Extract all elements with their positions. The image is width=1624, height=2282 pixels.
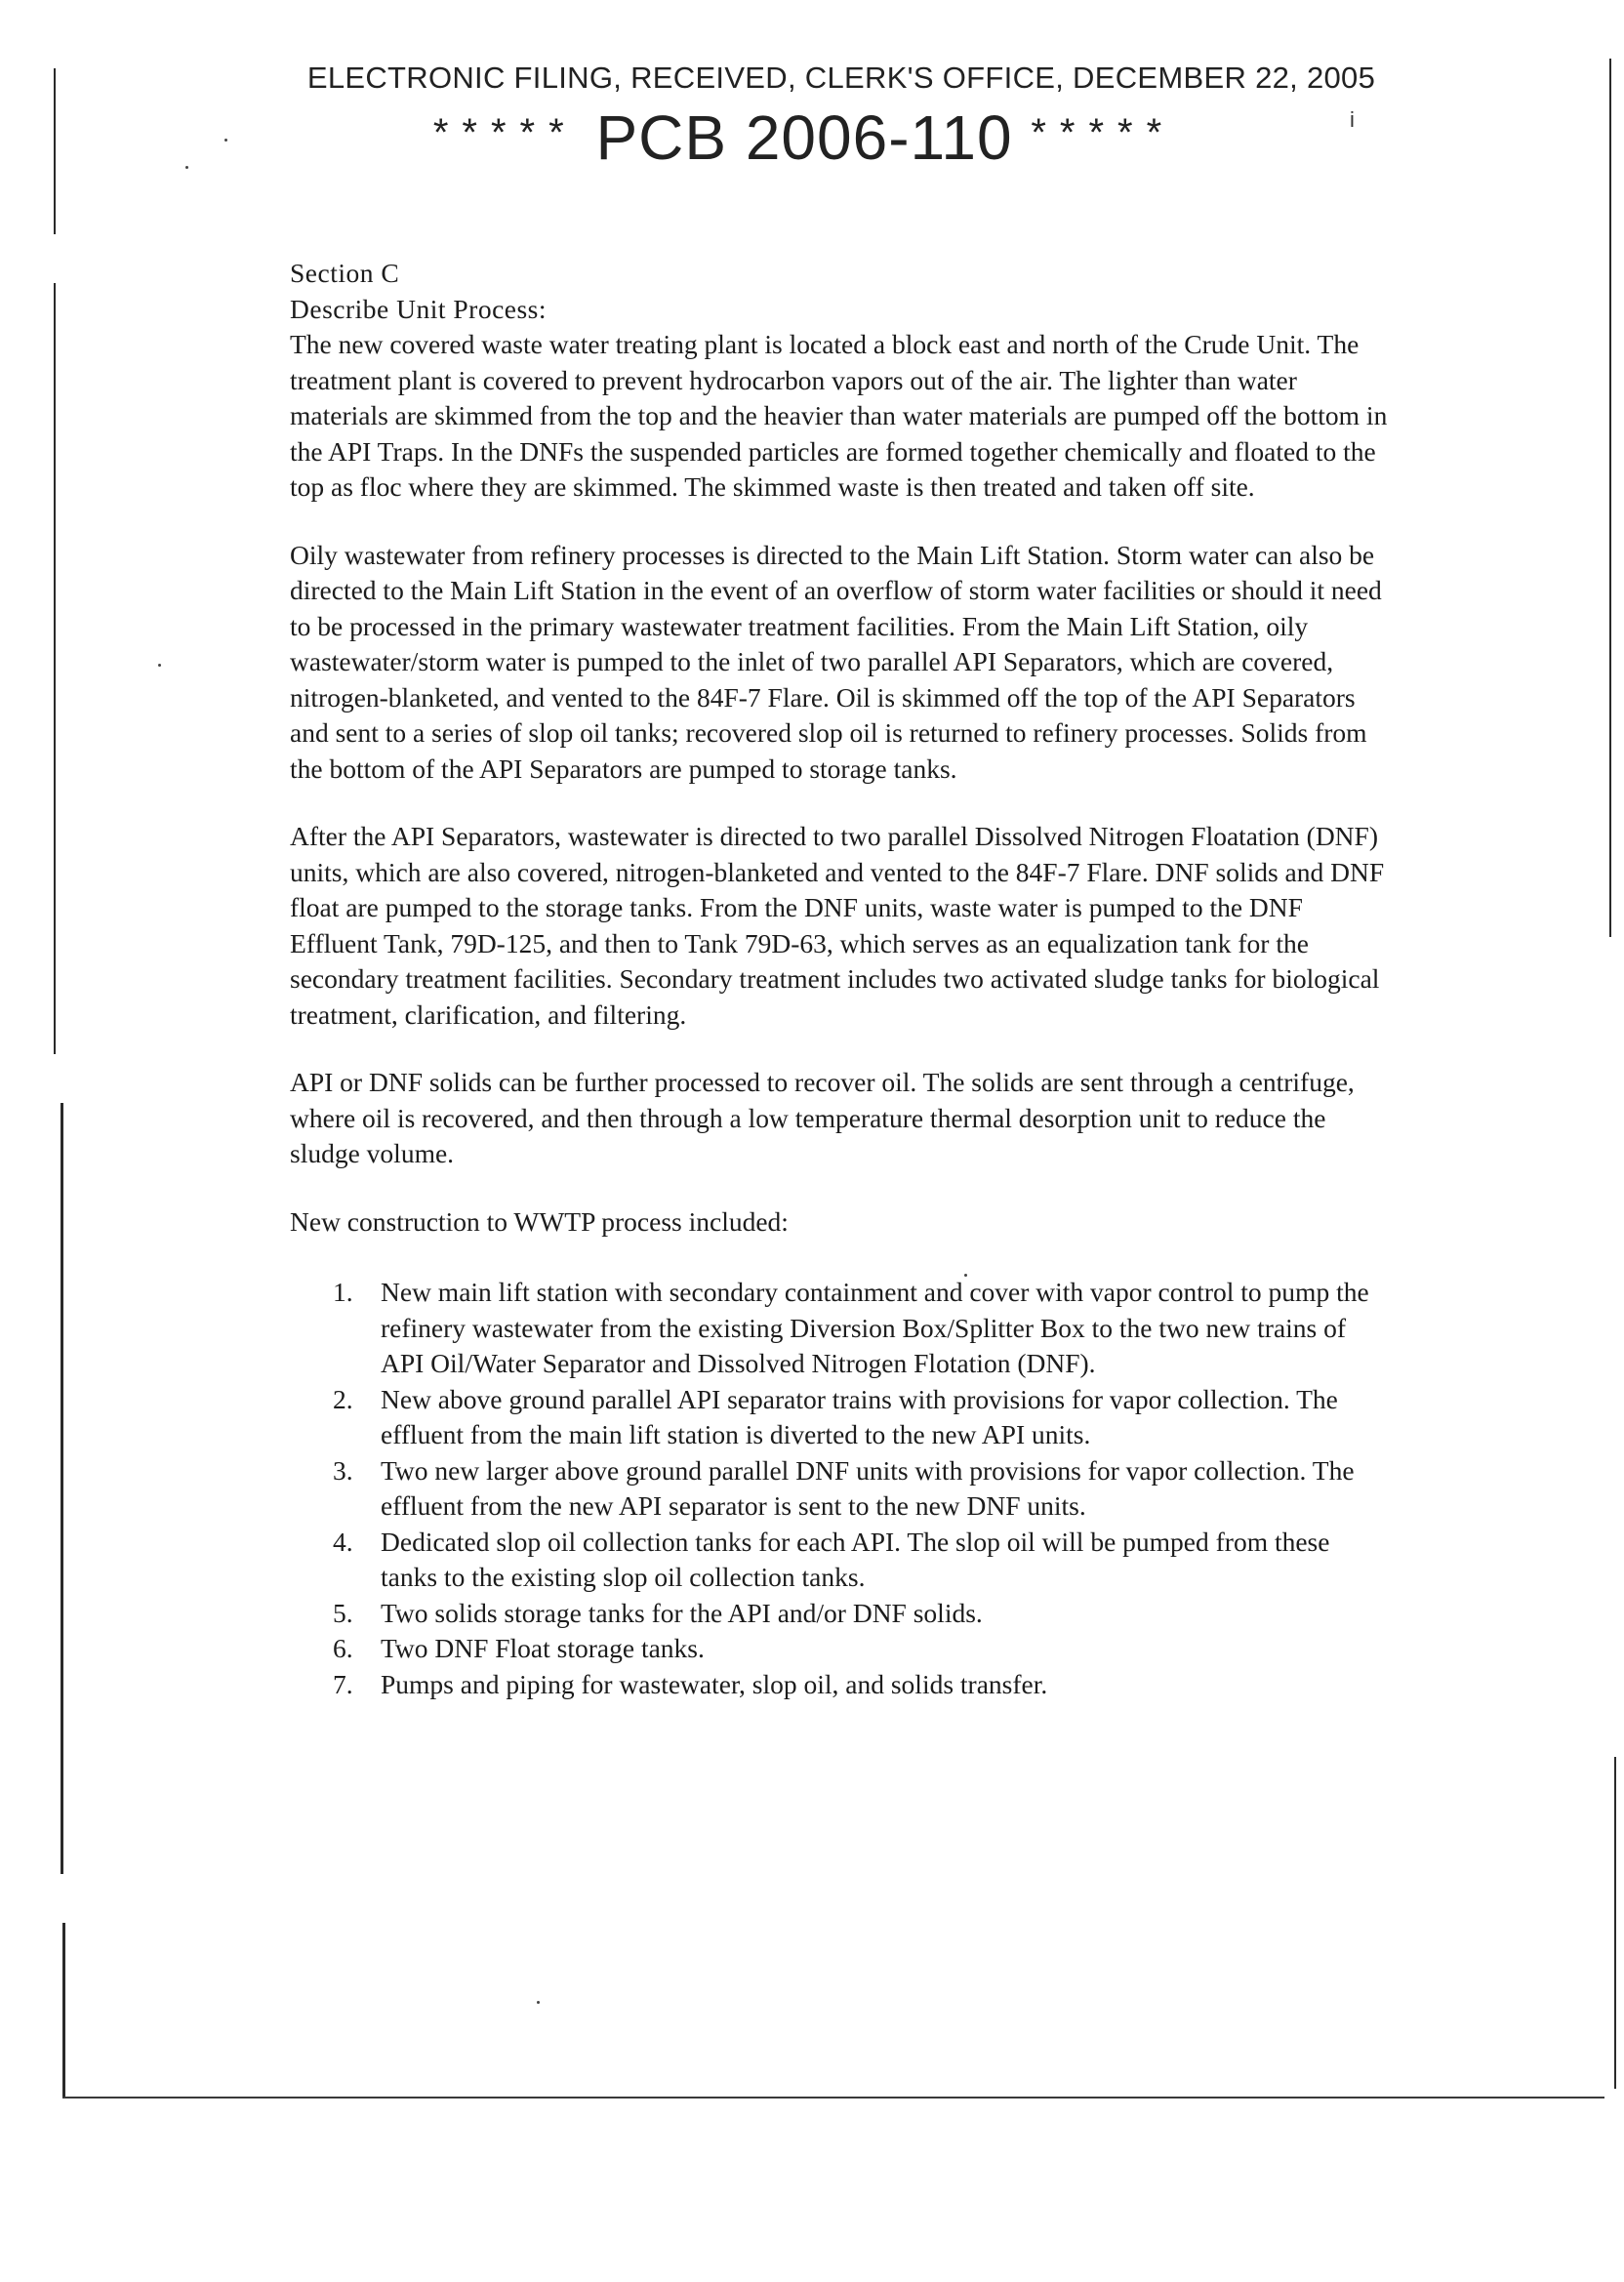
scan-edge-left-lower <box>61 1103 63 1874</box>
list-item <box>290 1631 1388 1667</box>
list-item <box>290 1596 1388 1632</box>
scan-edge-right-bottom <box>1614 1757 1616 2089</box>
stars-right: ***** <box>1031 111 1176 154</box>
list-item-text: Two solids storage tanks for the API and/or DNF solids. <box>381 1597 983 1628</box>
list-item <box>290 1275 1388 1382</box>
list-item <box>290 1382 1388 1453</box>
scan-speck <box>158 664 161 667</box>
scan-edge-right-top <box>1609 59 1611 937</box>
list-item-text: Dedicated slop oil collection tanks for each API. The slop oil will be pumped from these tanks to the existing slop oil collection tanks. <box>381 1526 1330 1592</box>
list-item-text: Two new larger above ground parallel DNF units with provisions for vapor collection. The effluent from the new API separator is sent to the new DNF units. <box>381 1454 1355 1521</box>
scan-edge-bottom <box>62 2097 1604 2099</box>
paragraph-solids-processing: API or DNF solids can be further processed to recover oil. The solids are sent through a centrifuge, where oil is recovered, and then through a low temperature thermal desorption unit to reduce the sludge volume. <box>290 1067 1355 1168</box>
list-item-number: 7. <box>333 1668 353 1699</box>
list-item-number: 2. <box>333 1383 353 1414</box>
filing-stamp: ELECTRONIC FILING, RECEIVED, CLERK'S OFFICE, DECEMBER 22, 2005 <box>306 61 1376 95</box>
list-item-text: Pumps and piping for wastewater, slop oil, and solids transfer. <box>381 1668 1048 1699</box>
scan-edge-left-bottom <box>62 1923 65 2099</box>
list-item-number: 1. <box>333 1277 353 1307</box>
case-number: PCB 2006-110 <box>595 102 1013 173</box>
section-title: Section C <box>290 258 400 288</box>
scan-speck <box>537 2001 540 2004</box>
margin-mark: i <box>1350 107 1355 132</box>
list-item-number: 4. <box>333 1526 353 1557</box>
paragraph-dnf-units: After the API Separators, wastewater is directed to two parallel Dissolved Nitrogen Floatation (DNF) units, which are also covered, nitrogen-blanketed and vented to the 84F-7 Flare. DNF solids and DNF float are pumped to the storage tanks. From the DNF units, waste water is pumped to the DNF Effluent Tank, 79D-125, and then to Tank 79D-63, which serves as an equalization tank for the secondary treatment facilities. Secondary treatment includes two activated sludge tanks for biological treatment, clarification, and filtering. <box>290 821 1385 1030</box>
stars-left: ***** <box>432 111 578 154</box>
scan-speck <box>185 166 188 169</box>
list-item-text: Two DNF Float storage tanks. <box>381 1633 705 1663</box>
paragraph-main-lift-station: Oily wastewater from refinery processes is directed to the Main Lift Station. Storm water can also be directed to the Main Lift Station in the event of an overflow of storm water facilities or should it need to be processed in the primary wastewater treatment facilities. From the Main Lift Station, oily wastewater/storm water is pumped to the inlet of two parallel API Separators, which are covered, nitrogen-blanketed, and vented to the 84F-7 Flare. Oil is skimmed off the top of the API Separators and sent to a series of slop oil tanks; recovered slop oil is returned to refinery processes. Solids from the bottom of the API Separators are pumped to storage tanks. <box>290 539 1382 784</box>
list-item <box>290 1525 1388 1596</box>
scan-speck <box>224 139 227 142</box>
list-item-number: 3. <box>333 1454 353 1486</box>
section-subtitle: Describe Unit Process: <box>290 293 548 324</box>
list-item-number: 6. <box>333 1633 353 1663</box>
list-item-text: New above ground parallel API separator trains with provisions for vapor collection. The effluent from the main lift station is diverted to the new API units. <box>381 1383 1338 1449</box>
list-item-number: 5. <box>333 1597 353 1628</box>
construction-list <box>290 1275 1388 1702</box>
paragraph-new-construction-intro: New construction to WWTP process included: <box>290 1205 789 1237</box>
list-item <box>290 1667 1388 1703</box>
paragraph-unit-overview: The new covered waste water treating plant is located a block east and north of the Crude Unit. The treatment plant is covered to prevent hydrocarbon vapors out of the air. The lighter than water materials are skimmed from the top and the heavier than water materials are pumped off the bottom in the API Traps. In the DNFs the suspended particles are formed together chemically and floated to the top as floc where they are skimmed. The skimmed waste is then treated and taken off site. <box>290 329 1388 502</box>
list-item-text: New main lift station with secondary containment and cover with vapor control to pump the refinery wastewater from the existing Diversion Box/Splitter Box to the two new trains of API Oil/Water Separator and Dissolved Nitrogen Flotation (DNF). <box>381 1277 1369 1378</box>
document-body <box>290 256 1388 1702</box>
list-item <box>290 1453 1388 1525</box>
scan-edge-left-top <box>54 68 56 234</box>
case-number-header <box>0 102 1616 174</box>
scan-edge-left-mid <box>54 283 56 1054</box>
